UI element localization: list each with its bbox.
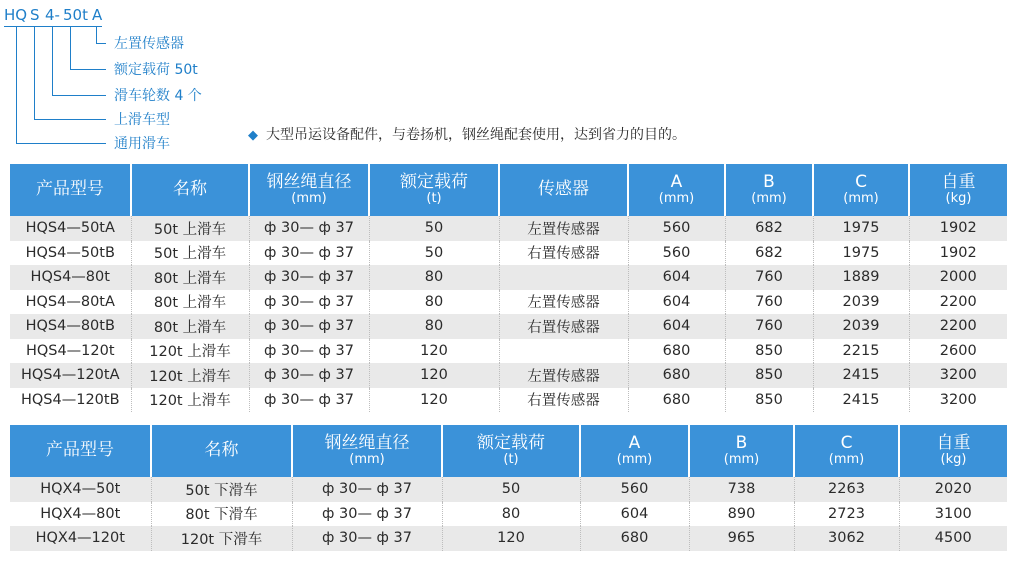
leader-h-sensor xyxy=(96,43,106,44)
table-header-row xyxy=(10,425,1007,477)
table-row xyxy=(10,216,1007,241)
table-cell: ф 30— ф 37 xyxy=(292,477,442,502)
table-cell: HQS4—80t xyxy=(10,265,131,290)
table-cell: 682 xyxy=(725,216,813,241)
table-cell: ф 30— ф 37 xyxy=(249,290,369,315)
table-cell: HQS4—120t xyxy=(10,339,131,364)
table-cell: 760 xyxy=(725,290,813,315)
column-header-label: 钢丝绳直径 xyxy=(266,171,352,192)
column-header xyxy=(909,164,1007,216)
legend-label-wheels: 滑车轮数 4 个 xyxy=(114,88,202,104)
diamond-bullet-icon: ◆ xyxy=(248,128,258,143)
table-cell: 2200 xyxy=(909,290,1007,315)
leader-h-load xyxy=(70,69,106,70)
table-cell: 760 xyxy=(725,265,813,290)
table-cell: 50 xyxy=(442,477,580,502)
column-header-label: 额定载荷 xyxy=(400,171,468,192)
table-cell: 2723 xyxy=(794,502,899,527)
table-cell: 1902 xyxy=(909,216,1007,241)
column-header-label: 名称 xyxy=(204,440,239,461)
table-cell: 左置传感器 xyxy=(499,290,628,315)
table-cell: HQX4—50t xyxy=(10,477,151,502)
column-header-unit: (mm) xyxy=(291,191,327,207)
column-header xyxy=(442,425,580,477)
table-cell: 120t 上滑车 xyxy=(131,339,249,364)
table-cell: 120 xyxy=(369,339,499,364)
legend-label-series: 通用滑车 xyxy=(114,136,170,152)
table-cell: ф 30— ф 37 xyxy=(249,216,369,241)
table-cell: 560 xyxy=(628,216,725,241)
column-header-label: 名称 xyxy=(173,179,207,200)
table-cell: 604 xyxy=(628,290,725,315)
column-header-label: A xyxy=(670,171,683,192)
table-cell: 左置传感器 xyxy=(499,216,628,241)
table-cell: 2263 xyxy=(794,477,899,502)
table-cell: 80t 上滑车 xyxy=(131,265,249,290)
column-header xyxy=(292,425,442,477)
column-header-unit: (mm) xyxy=(828,452,865,468)
table-row xyxy=(10,339,1007,364)
table-cell: 右置传感器 xyxy=(499,314,628,339)
leader-line-type xyxy=(34,27,35,119)
table-cell: 560 xyxy=(580,477,689,502)
table-cell: ф 30— ф 37 xyxy=(249,363,369,388)
table-row xyxy=(10,526,1007,551)
column-header-unit: (t) xyxy=(503,452,519,468)
table-cell: ф 30— ф 37 xyxy=(249,388,369,413)
column-header xyxy=(580,425,689,477)
table-cell: 120t 上滑车 xyxy=(131,388,249,413)
column-header-unit: (t) xyxy=(426,191,442,207)
table-cell: 右置传感器 xyxy=(499,241,628,266)
table-cell: 右置传感器 xyxy=(499,388,628,413)
table-cell: HQS4—120tB xyxy=(10,388,131,413)
table-cell: 738 xyxy=(689,477,794,502)
table-row xyxy=(10,388,1007,413)
leader-h-type xyxy=(34,119,106,120)
table-cell: 604 xyxy=(580,502,689,527)
code-wheels: 4- xyxy=(45,6,60,24)
column-header xyxy=(899,425,1007,477)
column-header-label: 产品型号 xyxy=(36,179,104,200)
table-cell: 850 xyxy=(725,363,813,388)
table-cell: ф 30— ф 37 xyxy=(292,502,442,527)
table-cell: HQX4—80t xyxy=(10,502,151,527)
column-header-unit: (mm) xyxy=(843,191,879,207)
legend-label-type: 上滑车型 xyxy=(114,112,170,128)
table-cell: 120 xyxy=(369,388,499,413)
column-header-label: 额定载荷 xyxy=(477,432,545,453)
table-cell: 760 xyxy=(725,314,813,339)
table-cell: 80 xyxy=(442,502,580,527)
table-cell: 3200 xyxy=(909,363,1007,388)
column-header-unit: (mm) xyxy=(751,191,787,207)
table-cell: 50t 上滑车 xyxy=(131,241,249,266)
table-cell: 680 xyxy=(628,388,725,413)
column-header-unit: (mm) xyxy=(658,191,695,207)
column-header xyxy=(628,164,725,216)
table-cell: ф 30— ф 37 xyxy=(292,526,442,551)
table-row xyxy=(10,265,1007,290)
table-cell: 682 xyxy=(725,241,813,266)
code-load: 50t xyxy=(63,6,88,24)
table-header-row xyxy=(10,164,1007,216)
column-header xyxy=(10,164,131,216)
table-cell: HQX4—120t xyxy=(10,526,151,551)
column-header xyxy=(725,164,813,216)
table-cell: 2020 xyxy=(899,477,1007,502)
column-header-label: B xyxy=(735,432,748,453)
lower-pulley-spec-table xyxy=(10,425,1007,551)
table-cell: 604 xyxy=(628,314,725,339)
table-cell: 50 xyxy=(369,241,499,266)
table-cell: 1975 xyxy=(813,241,909,266)
table-cell: 左置传感器 xyxy=(499,363,628,388)
table-cell: ф 30— ф 37 xyxy=(249,265,369,290)
table-cell: HQS4—50tB xyxy=(10,241,131,266)
table-cell: ф 30— ф 37 xyxy=(249,339,369,364)
table-cell: 890 xyxy=(689,502,794,527)
table-cell: 3100 xyxy=(899,502,1007,527)
code-sensor: A xyxy=(92,6,103,24)
table-cell: 680 xyxy=(628,363,725,388)
table-cell: 680 xyxy=(580,526,689,551)
table-cell: 50 xyxy=(369,216,499,241)
leader-line-wheels xyxy=(52,27,53,95)
column-header xyxy=(689,425,794,477)
table-cell: 850 xyxy=(725,339,813,364)
column-header xyxy=(10,425,151,477)
table-cell: 120 xyxy=(442,526,580,551)
column-header-unit: (kg) xyxy=(940,452,967,468)
leader-line-load xyxy=(70,27,71,69)
legend-label-load: 额定载荷 50t xyxy=(114,62,198,78)
table-cell: 50t 上滑车 xyxy=(131,216,249,241)
table-cell: 120 xyxy=(369,363,499,388)
table-cell: 80 xyxy=(369,314,499,339)
leader-line-series xyxy=(16,27,17,143)
table-row xyxy=(10,241,1007,266)
table-cell: 80t 上滑车 xyxy=(131,290,249,315)
table-cell: 1889 xyxy=(813,265,909,290)
legend-label-sensor: 左置传感器 xyxy=(114,36,184,52)
column-header xyxy=(249,164,369,216)
table-cell: 965 xyxy=(689,526,794,551)
upper-pulley-spec-table xyxy=(10,164,1007,412)
table-cell: 2600 xyxy=(909,339,1007,364)
table-cell: 50t 下滑车 xyxy=(151,477,292,502)
table-cell xyxy=(499,265,628,290)
product-description-text: 大型吊运设备配件，与卷扬机，钢丝绳配套使用，达到省力的目的。 xyxy=(266,127,686,143)
column-header-label: A xyxy=(628,432,641,453)
table-row xyxy=(10,290,1007,315)
table-cell: HQS4—120tA xyxy=(10,363,131,388)
table-row xyxy=(10,363,1007,388)
table-cell: 80 xyxy=(369,265,499,290)
code-series: HQ xyxy=(4,6,28,24)
table-cell: 2215 xyxy=(813,339,909,364)
table-cell: 120t 下滑车 xyxy=(151,526,292,551)
table-cell: 2200 xyxy=(909,314,1007,339)
column-header-label: 传感器 xyxy=(538,179,589,200)
table-cell: 80t 下滑车 xyxy=(151,502,292,527)
table-cell xyxy=(499,339,628,364)
table-cell: 120t 上滑车 xyxy=(131,363,249,388)
table-cell: 3062 xyxy=(794,526,899,551)
column-header-unit: (mm) xyxy=(349,452,385,468)
table-cell: 2000 xyxy=(909,265,1007,290)
column-header-label: 钢丝绳直径 xyxy=(324,432,410,453)
table-cell: 2039 xyxy=(813,314,909,339)
table-cell: 680 xyxy=(628,339,725,364)
leader-line-sensor xyxy=(96,27,97,43)
product-description xyxy=(248,124,686,144)
column-header xyxy=(813,164,909,216)
column-header-label: 自重 xyxy=(936,432,971,453)
table-cell: 2415 xyxy=(813,388,909,413)
table-cell: 3200 xyxy=(909,388,1007,413)
column-header-label: C xyxy=(855,171,867,192)
table-cell: ф 30— ф 37 xyxy=(249,314,369,339)
table-cell: 560 xyxy=(628,241,725,266)
table-row xyxy=(10,502,1007,527)
table-cell: 1902 xyxy=(909,241,1007,266)
table-cell: 80t 上滑车 xyxy=(131,314,249,339)
table-cell: 80 xyxy=(369,290,499,315)
table-cell: HQS4—80tA xyxy=(10,290,131,315)
table-row xyxy=(10,314,1007,339)
leader-h-series xyxy=(16,143,106,144)
column-header xyxy=(151,425,292,477)
table-cell: 4500 xyxy=(899,526,1007,551)
code-type: S xyxy=(30,6,40,24)
column-header xyxy=(794,425,899,477)
column-header-unit: (mm) xyxy=(723,452,760,468)
table-cell: 1975 xyxy=(813,216,909,241)
code-underline xyxy=(4,26,102,27)
leader-h-wheels xyxy=(52,95,106,96)
column-header xyxy=(369,164,499,216)
table-cell: HQS4—50tA xyxy=(10,216,131,241)
column-header-label: 自重 xyxy=(941,171,976,192)
table-cell: 850 xyxy=(725,388,813,413)
column-header-unit: (mm) xyxy=(616,452,653,468)
column-header-label: C xyxy=(840,432,853,453)
table-cell: ф 30— ф 37 xyxy=(249,241,369,266)
column-header-label: B xyxy=(763,171,775,192)
column-header xyxy=(499,164,628,216)
column-header-unit: (kg) xyxy=(945,191,972,207)
table-row xyxy=(10,477,1007,502)
table-cell: 2415 xyxy=(813,363,909,388)
column-header-label: 产品型号 xyxy=(46,440,114,461)
table-cell: 604 xyxy=(628,265,725,290)
table-cell: HQS4—80tB xyxy=(10,314,131,339)
column-header xyxy=(131,164,249,216)
table-cell: 2039 xyxy=(813,290,909,315)
